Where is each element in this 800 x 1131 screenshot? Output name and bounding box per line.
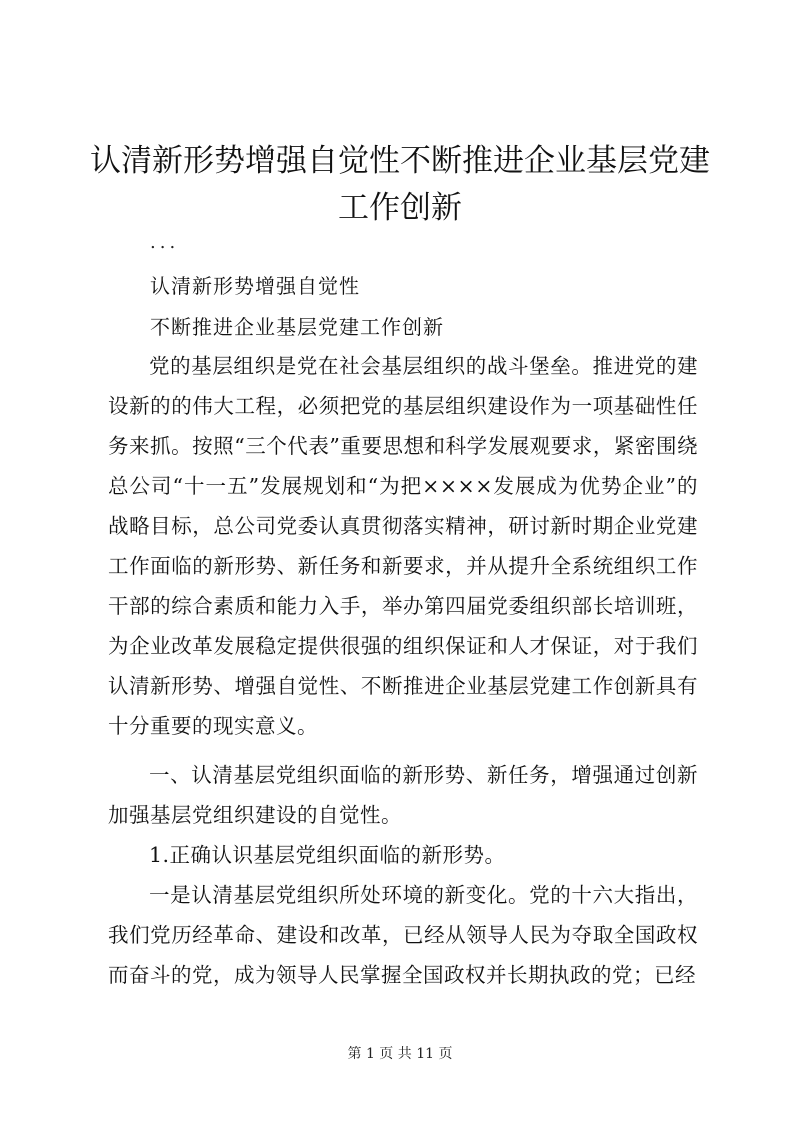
document-title-line-1: 认清新形势增强自觉性不断推进企业基层党建 bbox=[90, 143, 710, 179]
subsection-heading-1: 1.正确认识基层党组织面临的新形势。 bbox=[149, 843, 506, 867]
subtitle-line-1: 认清新形势增强自觉性 bbox=[150, 274, 360, 298]
section-heading-1: 一、认清基层党组织面临的新形势、新任务，增强通过创新加强基层党组织建设的自觉性。 bbox=[108, 763, 698, 827]
ellipsis-marker: ... bbox=[150, 232, 180, 253]
subtitle-line-2: 不断推进企业基层党建工作创新 bbox=[150, 315, 444, 339]
document-title-line-2: 工作创新 bbox=[338, 190, 462, 226]
page-footer: 第 1 页 共 11 页 bbox=[347, 1046, 453, 1062]
paragraph-intro: 党的基层组织是党在社会基层组织的战斗堡垒。推进党的建设新的的伟大工程，必须把党的基层组织建设作为一项基础性任务来抓。按照“三个代表”重要思想和科学发展观要求，紧密围绕总公司“十一五”发展规划和“为把××××发展成为优势企业”的战略目标，总公司党委认真贯彻落实精神，研讨新时期企业党建工作面临的新形势、新任务和新要求，并从提升全系统组织工作干部的综合素质和能力入手，举办第四届党委组织部长培训班，为企业改革发展稳定提供很强的组织保证和人才保证，对于我们认清新形势、增强自觉性、不断推进企业基层党建工作创新具有十分重要的现实意义。 bbox=[108, 354, 698, 738]
paragraph-environment-change: 一是认清基层党组织所处环境的新变化。党的十六大指出，我们党历经革命、建设和改革，已经从领导人民为夺取全国政权而奋斗的党，成为领导人民掌握全国政权并长期执政的党；已经 bbox=[108, 883, 698, 987]
